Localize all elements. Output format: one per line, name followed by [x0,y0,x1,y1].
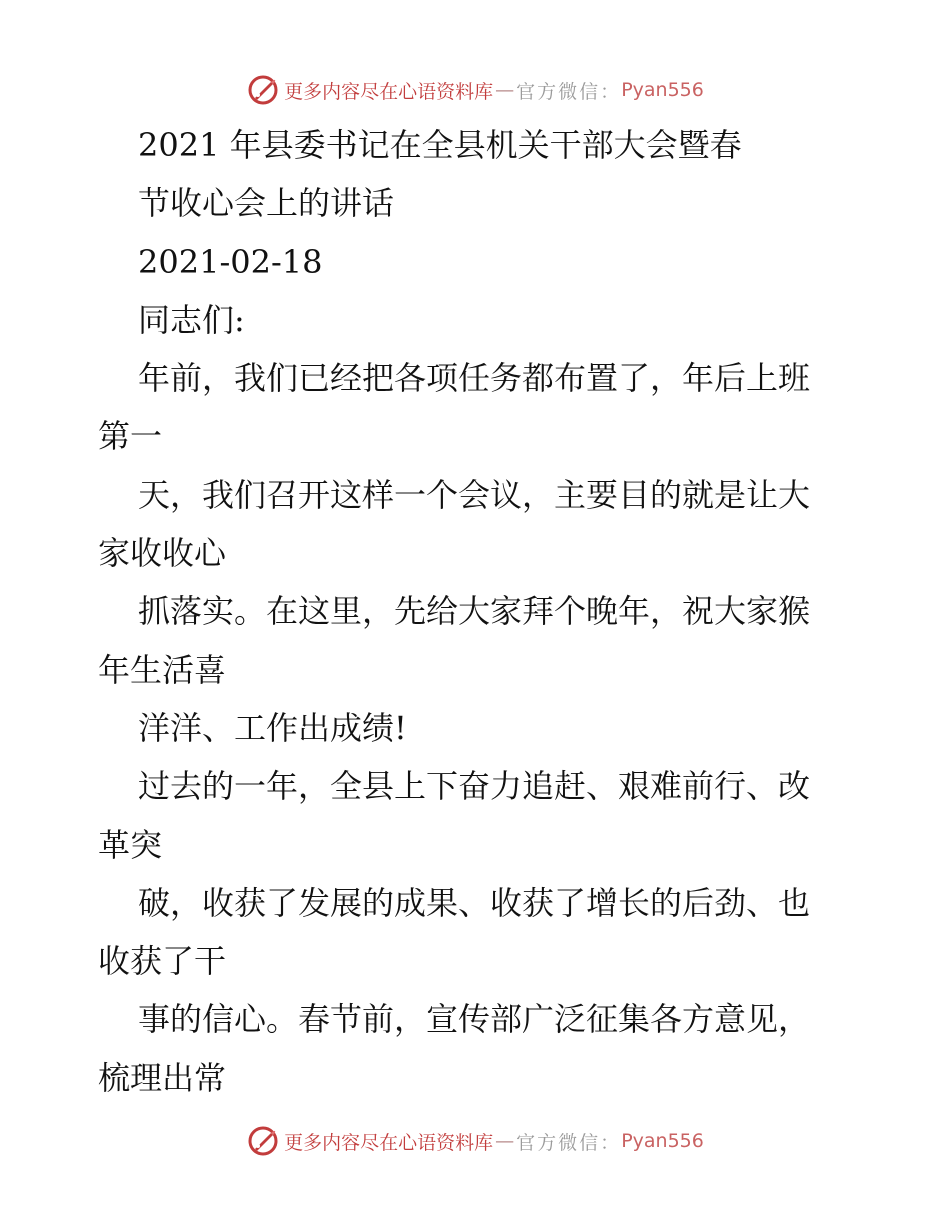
header-watermark [0,70,950,110]
text-line: 抓落实。在这里，先给大家拜个晚年，祝大家猴 [138,592,811,631]
text-line: 革突 [98,825,163,864]
quill-logo-icon [246,73,280,107]
text-line: 破，收获了发展的成果、收获了增长的后劲、也 [138,883,811,922]
watermark-brand: 更多内容尽在心语资料库 [284,80,494,103]
text-line: 年生活喜 [98,650,227,689]
text-line: 家收收心 [98,534,227,573]
text-line: 事的信心。春节前，宣传部广泛征集各方意见， [138,1000,811,1039]
text-line: 同志们: [138,300,245,339]
text-line: 2021-02-18 [138,242,323,281]
footer-watermark [0,1121,950,1161]
text-line: 年前，我们已经把各项任务都布置了，年后上班 [138,359,811,398]
text-line: 洋洋、工作出成绩! [138,708,407,747]
watermark-brand: 更多内容尽在心语资料库 [284,1131,494,1154]
text-line: 2021 年县委书记在全县机关干部大会暨春 [138,126,742,164]
watermark-separator: — [495,1130,515,1152]
text-line: 节收心会上的讲话 [138,184,395,223]
watermark-official-label: 官方微信： [516,80,622,103]
watermark-wechat-id: Pyan556 [621,1130,704,1152]
watermark-wechat-id: Pyan556 [621,79,704,101]
quill-logo-icon [246,1124,280,1158]
document-body [98,116,858,1107]
text-line: 收获了干 [98,942,227,981]
watermark-separator: — [495,79,515,101]
text-line: 梳理出常 [98,1058,227,1097]
text-line: 过去的一年，全县上下奋力追赶、艰难前行、改 [138,767,811,806]
watermark-official-label: 官方微信： [516,1131,622,1154]
text-line: 天，我们召开这样一个会议，主要目的就是让大 [138,475,811,514]
text-line: 第一 [98,417,163,456]
